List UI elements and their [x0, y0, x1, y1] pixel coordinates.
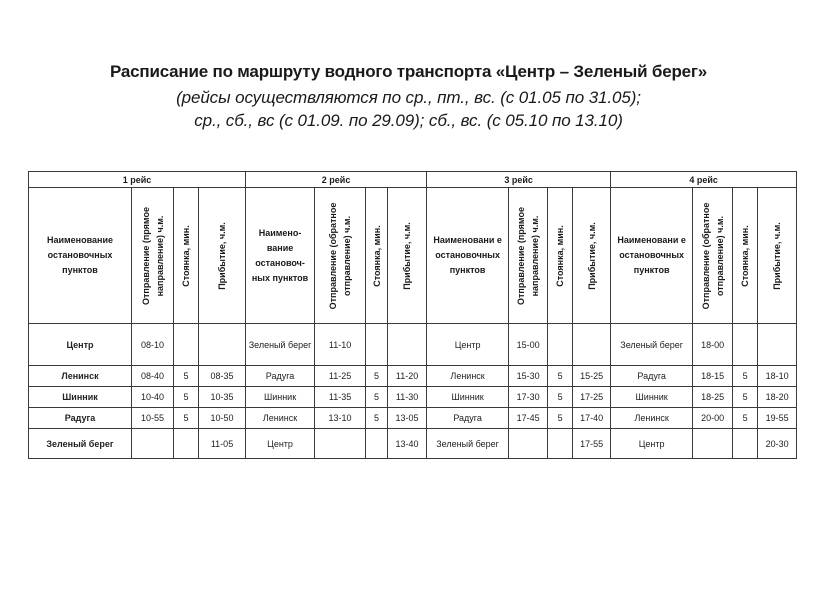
stop-name: Зеленый берег	[29, 429, 132, 459]
column-header-row	[29, 188, 797, 324]
stay-minutes: 5	[733, 387, 758, 408]
arrival-time: 13-40	[388, 429, 427, 459]
stay-minutes: 5	[733, 366, 758, 387]
departure-time: 17-45	[509, 408, 548, 429]
arrival-time: 17-40	[573, 408, 611, 429]
trip-3-stay-header: Стоянка, мин.	[548, 188, 573, 324]
trip-4-arrival-header: Прибытие, ч.м.	[758, 188, 797, 324]
stop-name: Ленинск	[29, 366, 132, 387]
arrival-time	[388, 324, 427, 366]
arrival-time: 11-05	[199, 429, 246, 459]
stop-name: Радуга	[246, 366, 315, 387]
stay-minutes: 5	[366, 408, 388, 429]
stay-minutes	[174, 429, 199, 459]
departure-time: 08-10	[132, 324, 174, 366]
departure-time: 15-00	[509, 324, 548, 366]
trip-4-stay-header: Стоянка, мин.	[733, 188, 758, 324]
stop-name: Зеленый берег	[611, 324, 693, 366]
stop-name: Центр	[29, 324, 132, 366]
table-row	[29, 366, 797, 387]
stay-minutes	[548, 429, 573, 459]
stop-name: Центр	[246, 429, 315, 459]
departure-time: 15-30	[509, 366, 548, 387]
stay-minutes: 5	[548, 366, 573, 387]
stop-name: Радуга	[427, 408, 509, 429]
stay-minutes	[366, 324, 388, 366]
stay-minutes	[733, 324, 758, 366]
stop-name: Радуга	[611, 366, 693, 387]
departure-time: 18-25	[693, 387, 733, 408]
stay-minutes	[733, 429, 758, 459]
stay-minutes: 5	[548, 408, 573, 429]
stay-minutes	[366, 429, 388, 459]
arrival-time: 11-20	[388, 366, 427, 387]
stay-minutes	[174, 324, 199, 366]
stop-name: Зеленый берег	[427, 429, 509, 459]
trip-1-arrival-header: Прибытие, ч.м.	[199, 188, 246, 324]
trip-2-stop-header: Наимено-вание остановоч-ных пунктов	[246, 188, 315, 324]
stay-minutes: 5	[733, 408, 758, 429]
departure-time	[509, 429, 548, 459]
trip-1-label: 1 рейс	[29, 172, 246, 188]
stay-minutes	[548, 324, 573, 366]
trip-4-stop-header: Наименовани е остановочных пунктов	[611, 188, 693, 324]
arrival-time: 15-25	[573, 366, 611, 387]
stop-name: Шинник	[246, 387, 315, 408]
arrival-time: 17-55	[573, 429, 611, 459]
stop-name: Шинник	[29, 387, 132, 408]
trip-2-label: 2 рейс	[246, 172, 427, 188]
departure-time: 17-30	[509, 387, 548, 408]
departure-time: 18-15	[693, 366, 733, 387]
arrival-time: 11-30	[388, 387, 427, 408]
trip-4-departure-header: Отправление (обратное отправление) ч.м.	[693, 188, 733, 324]
stop-name: Ленинск	[246, 408, 315, 429]
stop-name: Ленинск	[611, 408, 693, 429]
schedule-table	[28, 171, 797, 459]
trip-3-arrival-header: Прибытие, ч.м.	[573, 188, 611, 324]
arrival-time: 13-05	[388, 408, 427, 429]
stop-name: Ленинск	[427, 366, 509, 387]
stay-minutes: 5	[174, 387, 199, 408]
table-row	[29, 408, 797, 429]
departure-time: 11-10	[315, 324, 366, 366]
arrival-time: 18-10	[758, 366, 797, 387]
departure-time: 18-00	[693, 324, 733, 366]
arrival-time	[199, 324, 246, 366]
page-title: Расписание по маршруту водного транспорта «Центр – Зеленый берег»	[109, 62, 708, 81]
stay-minutes: 5	[174, 366, 199, 387]
trip-1-stop-header: Наименование остановочных пунктов	[29, 188, 132, 324]
arrival-time	[758, 324, 797, 366]
arrival-time: 17-25	[573, 387, 611, 408]
departure-time: 11-25	[315, 366, 366, 387]
stop-name: Шинник	[611, 387, 693, 408]
arrival-time: 10-50	[199, 408, 246, 429]
trip-3-label: 3 рейс	[427, 172, 611, 188]
arrival-time	[573, 324, 611, 366]
trip-2-arrival-header: Прибытие, ч.м.	[388, 188, 427, 324]
trip-1-departure-header: Отправление (прямое направление) ч.м.	[132, 188, 174, 324]
table-row	[29, 324, 797, 366]
arrival-time: 10-35	[199, 387, 246, 408]
trip-1-stay-header: Стоянка, мин.	[174, 188, 199, 324]
stay-minutes: 5	[366, 366, 388, 387]
departure-time	[693, 429, 733, 459]
stop-name: Центр	[427, 324, 509, 366]
departure-time: 20-00	[693, 408, 733, 429]
arrival-time: 19-55	[758, 408, 797, 429]
stop-name: Радуга	[29, 408, 132, 429]
departure-time: 08-40	[132, 366, 174, 387]
trip-3-departure-header: Отправление (прямое направление) ч.м.	[509, 188, 548, 324]
arrival-time: 08-35	[199, 366, 246, 387]
departure-time	[132, 429, 174, 459]
trip-header-row	[29, 172, 797, 188]
trip-3-stop-header: Наименовани е остановочных пунктов	[427, 188, 509, 324]
subtitle-line-1: (рейсы осуществляются по ср., пт., вс. (с 01.05 по 31.05);	[176, 88, 641, 107]
departure-time: 11-35	[315, 387, 366, 408]
stop-name: Зеленый берег	[246, 324, 315, 366]
trip-4-label: 4 рейс	[611, 172, 797, 188]
stay-minutes: 5	[548, 387, 573, 408]
departure-time: 10-40	[132, 387, 174, 408]
trip-2-departure-header: Отправление (обратное отправление) ч.м.	[315, 188, 366, 324]
stop-name: Центр	[611, 429, 693, 459]
departure-time	[315, 429, 366, 459]
arrival-time: 20-30	[758, 429, 797, 459]
arrival-time: 18-20	[758, 387, 797, 408]
departure-time: 10-55	[132, 408, 174, 429]
subtitle-line-2: ср., сб., вс (с 01.09. по 29.09); сб., вс. (с 05.10 по 13.10)	[194, 111, 623, 130]
stop-name: Шинник	[427, 387, 509, 408]
table-row	[29, 429, 797, 459]
departure-time: 13-10	[315, 408, 366, 429]
stay-minutes: 5	[366, 387, 388, 408]
trip-2-stay-header: Стоянка, мин.	[366, 188, 388, 324]
stay-minutes: 5	[174, 408, 199, 429]
table-row	[29, 387, 797, 408]
